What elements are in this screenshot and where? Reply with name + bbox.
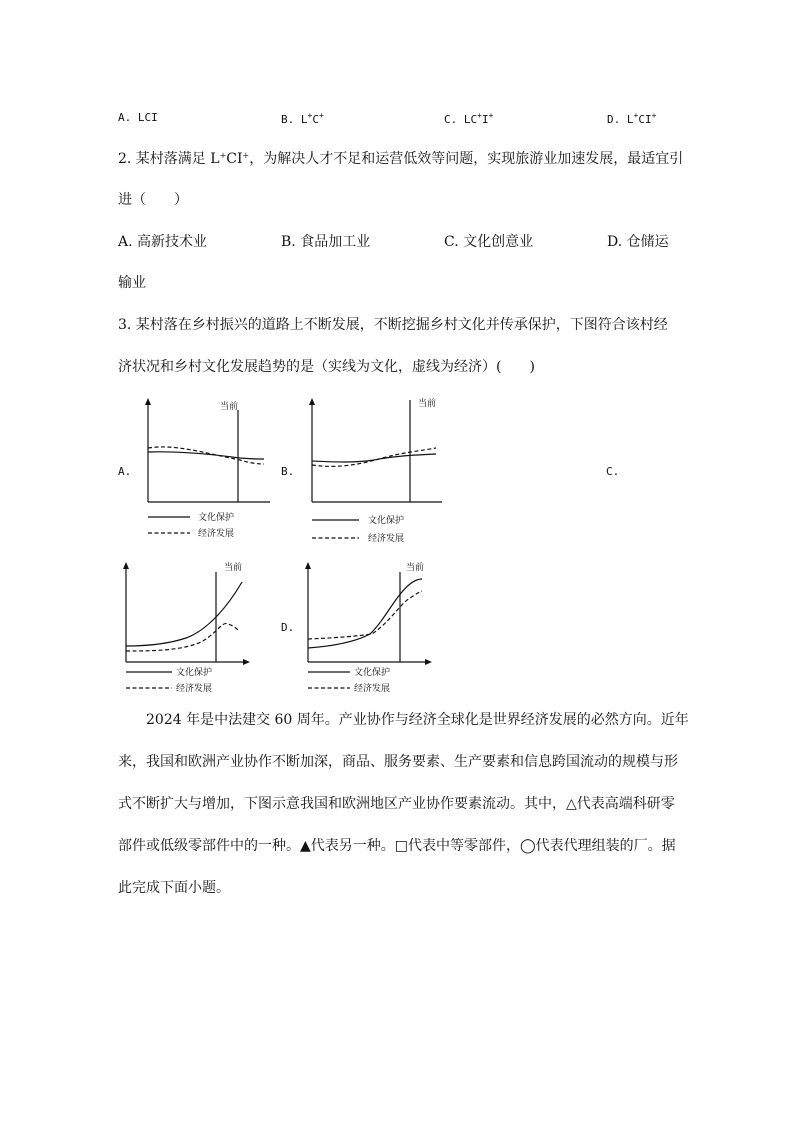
graph-option-c: C. [606, 465, 620, 478]
graph-b-current-label: 当前 [418, 399, 437, 409]
graph-c [118, 558, 258, 698]
graph-b-legend-dashed-label: 经济发展 [368, 534, 405, 544]
graph-d [300, 558, 440, 698]
q1-option-b: B. L+C+ [281, 111, 324, 126]
q1-option-d: D. L+CI+ [607, 111, 657, 126]
passage-line3: 式不断扩大与增加，下图示意我国和欧洲地区产业协作要素流动。其中，△代表高端科研零 [118, 796, 675, 812]
q2-stem-line1: 2. 某村落满足 L+CI+，为解决人才不足和运营低效等问题，实现旅游业加速发展，最适宜引 [118, 151, 684, 167]
passage-line4: 部件或低级零部件中的一种。▲代表另一种。□代表中等零部件，◯代表代理组装的厂。据 [118, 838, 676, 854]
q3-stem-line1: 3. 某村落在乡村振兴的道路上不断发展，不断挖掘乡村文化并传承保护，下图符合该村经 [118, 317, 668, 333]
graph-a [140, 396, 270, 546]
graph-option-a: A. [118, 465, 132, 478]
graph-c-culture-curve [126, 582, 242, 646]
q2-option-b: B. 食品加工业 [281, 234, 371, 250]
q1-option-a: A. LCI [118, 111, 158, 124]
graph-d-economy-curve [308, 591, 422, 639]
graph-c-x-arrow [243, 659, 250, 665]
graph-a-economy-curve [148, 447, 264, 464]
passage-line2: 来，我国和欧洲产业协作不断加深，商品、服务要素、生产要素和信息跨国流动的规模与形 [118, 754, 678, 770]
graph-option-d: D. [281, 621, 295, 634]
passage-line1: 2024 年是中法建交 60 周年。产业协作与经济全球化是世界经济发展的必然方向。近年 [146, 712, 689, 728]
graph-c-y-arrow [123, 562, 129, 569]
graph-d-legend-dashed-label: 经济发展 [354, 684, 391, 694]
graph-a-legend-dashed-label: 经济发展 [198, 529, 235, 539]
graph-b-y-arrow [309, 398, 315, 405]
graph-a-legend-solid-label: 文化保护 [198, 513, 235, 523]
graph-c-legend-solid-label: 文化保护 [176, 668, 213, 678]
graph-b-culture-curve [312, 454, 436, 462]
graph-c-legend-dashed-label: 经济发展 [176, 684, 213, 694]
graph-d-legend-solid-label: 文化保护 [354, 668, 391, 678]
graph-c-current-label: 当前 [224, 563, 243, 573]
q2-option-a: A. 高新技术业 [118, 234, 208, 250]
graph-a-current-label: 当前 [220, 402, 239, 412]
q2-option-d-wrap: 输业 [118, 275, 146, 291]
graph-d-current-label: 当前 [406, 563, 425, 573]
q3-stem-line2: 济状况和乡村文化发展趋势的是（实线为文化，虚线为经济）( ) [118, 359, 535, 375]
graph-b-economy-curve [312, 448, 436, 466]
q2-option-c: C. 文化创意业 [444, 234, 534, 250]
graph-option-b: B. [281, 465, 295, 478]
graph-d-y-arrow [305, 562, 311, 569]
graph-d-x-arrow [425, 659, 432, 665]
graph-b [304, 396, 444, 548]
q2-stem-line2: 进（ ） [118, 192, 188, 208]
passage-line5: 此完成下面小题。 [118, 880, 230, 896]
graph-a-y-arrow [145, 398, 151, 405]
q1-option-c: C. LC+I+ [444, 111, 494, 126]
graph-b-legend-solid-label: 文化保护 [368, 516, 405, 526]
q2-option-d: D. 仓储运 [607, 234, 669, 250]
graph-c-economy-curve [126, 623, 238, 651]
